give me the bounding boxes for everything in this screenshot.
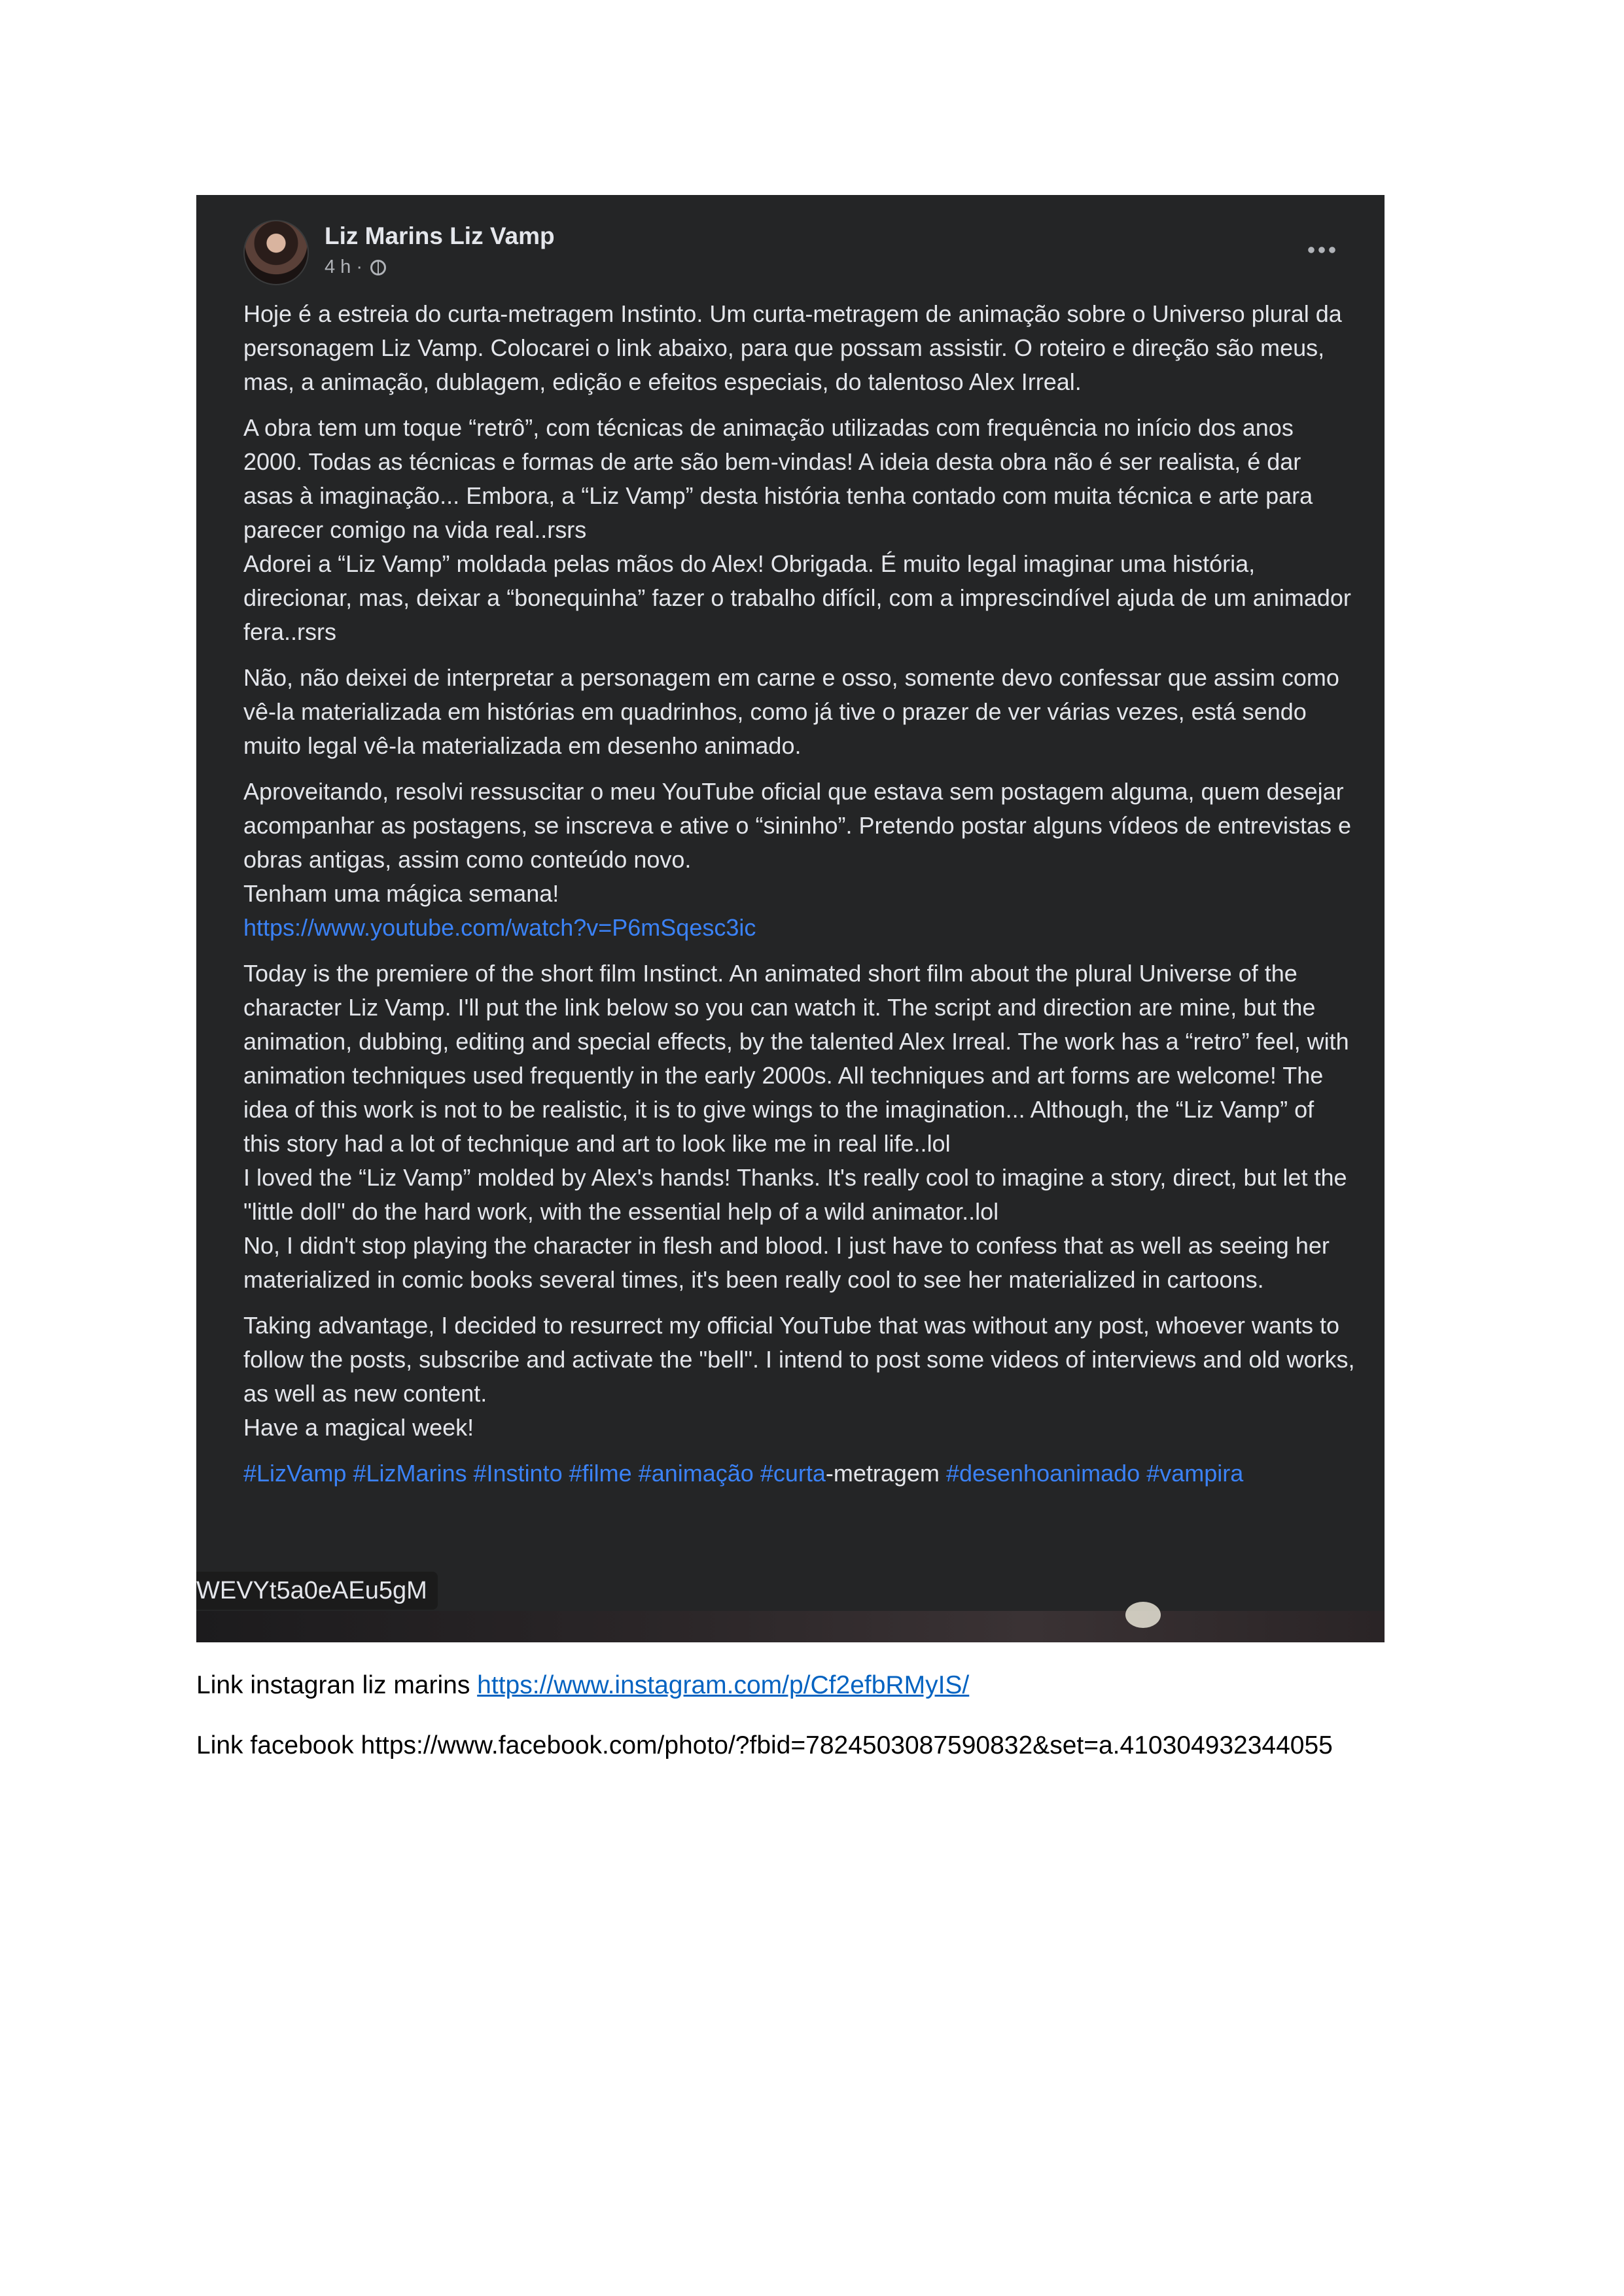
hashtag[interactable]: #desenhoanimado xyxy=(945,1460,1140,1487)
hashtag-line xyxy=(243,1457,1356,1491)
instagram-link[interactable]: https://www.instagram.com/p/Cf2efbRMyIS/ xyxy=(477,1671,970,1699)
globe-icon xyxy=(370,260,386,275)
author-avatar[interactable] xyxy=(243,220,309,285)
screenshot-bottom-strip xyxy=(196,1611,1385,1642)
post-paragraph: Today is the premiere of the short film Instinct. An animated short film about the plural Universe of the character Liz Vamp. I'll put the link below so you can watch it. The script and direction are mine, but the animation, dubbing, editing and special effects, by the talented Alex Irreal. The work has a “retro” feel, with animation techniques used frequently in the early 2000s. All techniques and art forms are welcome! The idea of this work is not to be realistic, it is to give wings to the imagination... Although, the “Liz Vamp” of this story had a lot of technique and art to look like me in real life..lol I loved the “Liz Vamp” molded by Alex's hands! Thanks. It's really cool to imagine a story, direct, but let the "little doll" do the hard work, with the essential help of a wild animator..lol No, I didn't stop playing the character in flesh and blood. I just have to confess that as well as seeing her materialized in comic books several times, it's been really cool to see her materialized in cartoons. xyxy=(243,960,1349,1293)
post-header xyxy=(243,220,1358,285)
post-time[interactable]: 4 h xyxy=(325,256,351,277)
youtube-link[interactable]: https://www.youtube.com/watch?v=P6mSqesc3ic xyxy=(243,914,756,941)
post-paragraph: Hoje é a estreia do curta-metragem Instinto. Um curta-metragem de animação sobre o Universo plural da personagem Liz Vamp. Colocarei o link abaixo, para que possam assistir. O roteiro e direção são meus, mas, a animação, dublagem, edição e efeitos especiais, do talentoso Alex Irreal. xyxy=(243,300,1342,395)
hashtag[interactable]: #filme xyxy=(569,1460,632,1487)
post-author[interactable]: Liz Marins Liz Vamp xyxy=(325,222,555,249)
hashtag[interactable]: #animação xyxy=(638,1460,754,1487)
hashtag[interactable]: #Instinto xyxy=(473,1460,563,1487)
post-body xyxy=(243,297,1356,1502)
hashtag[interactable]: #curta xyxy=(760,1460,826,1487)
facebook-post-screenshot xyxy=(196,195,1385,1642)
more-icon[interactable] xyxy=(1306,246,1336,254)
url-overlay: WEVYt5a0eAEu5gM xyxy=(196,1572,438,1610)
meta-separator: · xyxy=(356,256,363,277)
post-meta xyxy=(325,256,386,278)
post-paragraph-text: Aproveitando, resolvi ressuscitar o meu YouTube oficial que estava sem postagem alguma, quem desejar acompanhar as postagens, se inscreva e ative o “sininho”. Pretendo postar alguns vídeos de entrevistas e obras antigas, assim como conteúdo novo. Tenham uma mágica semana! xyxy=(243,778,1351,907)
instagram-label: Link instagran liz marins xyxy=(196,1671,478,1699)
facebook-link-line: Link facebook https://www.facebook.com/photo/?fbid=7824503087590832&set=a.410304932344055 xyxy=(196,1731,1333,1759)
hashtag[interactable]: #LizVamp xyxy=(243,1460,347,1487)
hashtag[interactable]: #LizMarins xyxy=(353,1460,467,1487)
post-paragraph: A obra tem um toque “retrô”, com técnicas de animação utilizadas com frequência no início dos anos 2000. Todas as técnicas e formas de arte são bem-vindas! A ideia desta obra não é ser realista, é dar asas à imaginação... Embora, a “Liz Vamp” desta história tenha contado com muita técnica e arte para parecer comigo na vida real..rsrs Adorei a “Liz Vamp” moldada pelas mãos do Alex! Obrigada. É muito legal imaginar uma história, direcionar, mas, deixar a “bonequinha” fazer o trabalho difícil, com a imprescindível ajuda de um animador fera..rsrs xyxy=(243,414,1351,645)
post-paragraph-youtube xyxy=(243,775,1356,945)
hashtag[interactable]: #vampira xyxy=(1146,1460,1244,1487)
instagram-link-line xyxy=(196,1670,969,1701)
hashtag-suffix: -metragem xyxy=(825,1460,940,1487)
post-paragraph: Não, não deixei de interpretar a personagem em carne e osso, somente devo confessar que assim como vê-la materializada em histórias em quadrinhos, como já tive o prazer de ver várias vezes, está sendo muito legal vê-la materializada em desenho animado. xyxy=(243,664,1339,759)
decorative-shape xyxy=(1125,1602,1161,1628)
post-paragraph: Taking advantage, I decided to resurrect my official YouTube that was without any post, whoever wants to follow the posts, subscribe and activate the "bell". I intend to post some videos of interviews and old works, as well as new content. Have a magical week! xyxy=(243,1312,1355,1441)
